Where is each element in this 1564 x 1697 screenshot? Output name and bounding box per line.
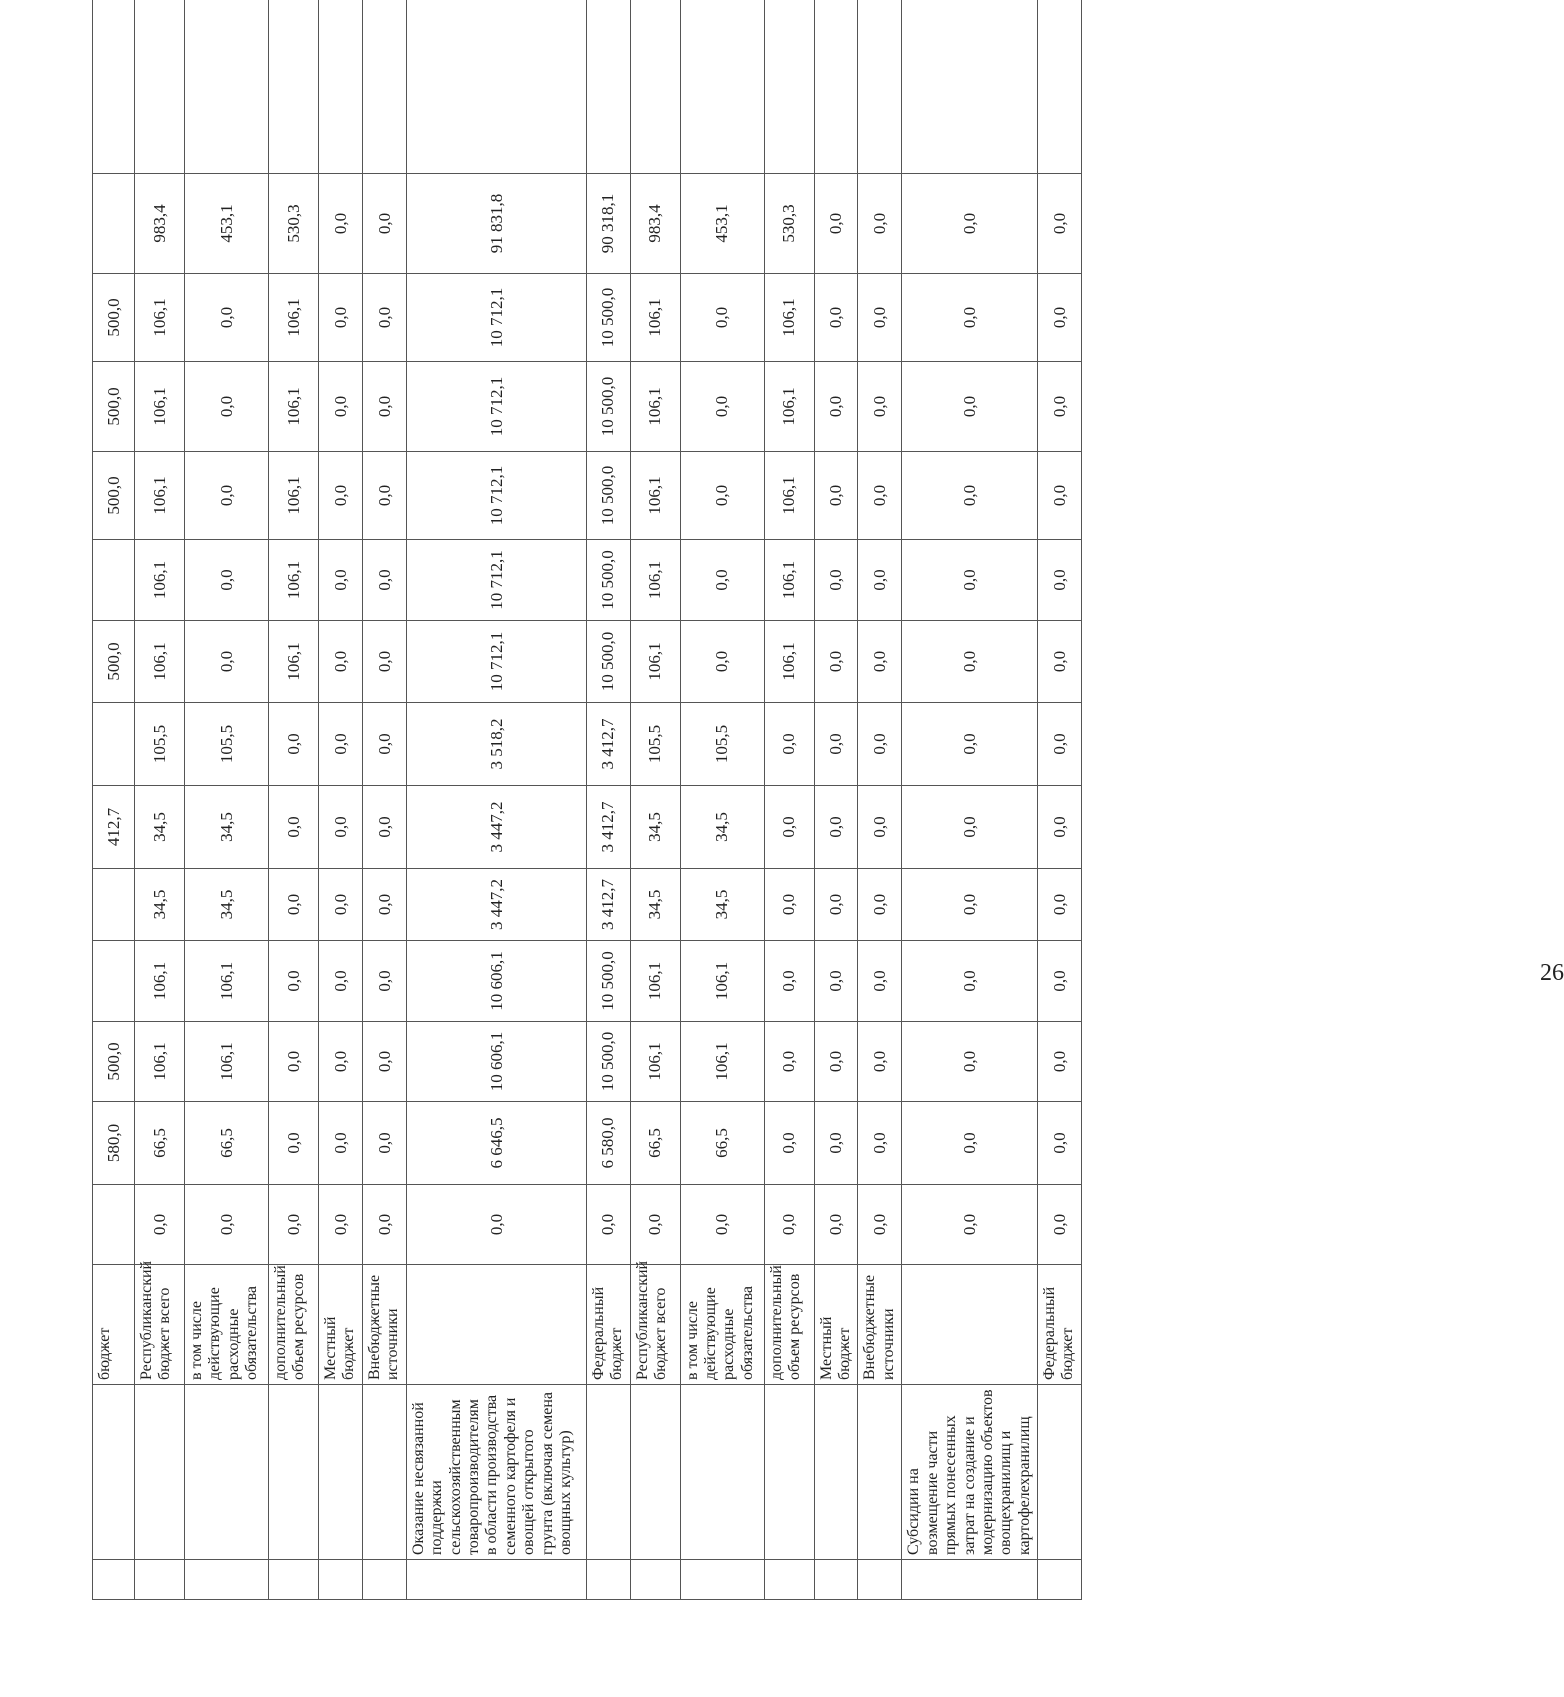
empty-cell: [586, 0, 630, 174]
empty-cell: [135, 0, 185, 174]
value-cell: 10 712,1: [406, 540, 586, 621]
value-cell: 453,1: [680, 174, 764, 274]
value-cell: 0,0: [814, 274, 858, 362]
activity-description-cell: Оказание несвязанной поддержки сельскохозяйственным товаропроизводителям в области производства семенного картофеля и овощей открытого грунта (включая семена овощных культур): [406, 1385, 586, 1560]
value-cell: 0,0: [902, 540, 1038, 621]
value-cell: 34,5: [135, 869, 185, 941]
value-cell: 0,0: [680, 362, 764, 452]
value-cell: 0,0: [858, 869, 902, 941]
value-cell: 0,0: [902, 786, 1038, 869]
table-row: [1038, 0, 1082, 1600]
value-cell: 34,5: [185, 786, 269, 869]
value-cell: 0,0: [764, 1185, 814, 1265]
value-cell: 106,1: [135, 274, 185, 362]
value-cell: 0,0: [902, 452, 1038, 540]
table-row: [858, 0, 902, 1600]
value-cell: 983,4: [630, 174, 680, 274]
value-cell: 0,0: [185, 1185, 269, 1265]
value-cell: 0,0: [814, 1102, 858, 1185]
value-cell: 106,1: [764, 540, 814, 621]
table-row: [185, 0, 269, 1600]
value-cell: 10 500,0: [586, 941, 630, 1022]
value-cell: 0,0: [1038, 540, 1082, 621]
value-cell: 66,5: [185, 1102, 269, 1185]
funding-source-cell: бюджет: [93, 1265, 135, 1385]
value-cell: 0,0: [1038, 452, 1082, 540]
value-cell: 0,0: [902, 1022, 1038, 1102]
value-cell: 412,7: [93, 786, 135, 869]
value-cell: 0,0: [1038, 1102, 1082, 1185]
value-cell: 0,0: [680, 1185, 764, 1265]
table-row: [406, 0, 586, 1600]
activity-description-cell: [814, 1385, 858, 1560]
value-cell: 91 831,8: [406, 174, 586, 274]
value-cell: 0,0: [858, 540, 902, 621]
value-cell: 0,0: [362, 1022, 406, 1102]
value-cell: 0,0: [814, 540, 858, 621]
value-cell: 0,0: [362, 869, 406, 941]
value-cell: 0,0: [858, 703, 902, 786]
value-cell: 34,5: [185, 869, 269, 941]
value-cell: 106,1: [764, 274, 814, 362]
value-cell: 3 412,7: [586, 786, 630, 869]
funding-source-cell: [406, 1265, 586, 1385]
row-index-cell: [319, 1560, 363, 1600]
value-cell: 0,0: [680, 274, 764, 362]
activity-description-cell: [1038, 1385, 1082, 1560]
value-cell: 0,0: [362, 540, 406, 621]
value-cell: 0,0: [185, 274, 269, 362]
value-cell: 90 318,1: [586, 174, 630, 274]
value-cell: 106,1: [630, 452, 680, 540]
value-cell: 0,0: [319, 362, 363, 452]
empty-cell: [93, 0, 135, 174]
value-cell: [93, 703, 135, 786]
value-cell: 10 500,0: [586, 540, 630, 621]
value-cell: 0,0: [319, 1185, 363, 1265]
value-cell: 34,5: [630, 786, 680, 869]
value-cell: 0,0: [319, 1102, 363, 1185]
value-cell: 0,0: [858, 1185, 902, 1265]
value-cell: 0,0: [902, 703, 1038, 786]
value-cell: 0,0: [902, 1102, 1038, 1185]
value-cell: 3 447,2: [406, 786, 586, 869]
table-row: [902, 0, 1038, 1600]
value-cell: 106,1: [630, 362, 680, 452]
value-cell: 0,0: [680, 540, 764, 621]
value-cell: 0,0: [269, 1022, 319, 1102]
value-cell: 0,0: [814, 362, 858, 452]
table-row: [586, 0, 630, 1600]
value-cell: 0,0: [902, 274, 1038, 362]
value-cell: 0,0: [185, 621, 269, 703]
value-cell: 0,0: [764, 869, 814, 941]
value-cell: 3 447,2: [406, 869, 586, 941]
funding-source-cell: Местный бюджет: [814, 1265, 858, 1385]
value-cell: 0,0: [630, 1185, 680, 1265]
empty-cell: [902, 0, 1038, 174]
value-cell: 0,0: [406, 1185, 586, 1265]
value-cell: 66,5: [135, 1102, 185, 1185]
value-cell: 106,1: [630, 1022, 680, 1102]
value-cell: 66,5: [680, 1102, 764, 1185]
row-index-cell: [586, 1560, 630, 1600]
value-cell: 0,0: [362, 941, 406, 1022]
value-cell: 0,0: [764, 703, 814, 786]
value-cell: 10 712,1: [406, 452, 586, 540]
rotated-page: [92, 40, 1092, 1600]
value-cell: 0,0: [269, 1185, 319, 1265]
value-cell: 0,0: [319, 621, 363, 703]
value-cell: 0,0: [858, 621, 902, 703]
value-cell: 0,0: [362, 786, 406, 869]
activity-description-cell: [362, 1385, 406, 1560]
value-cell: 0,0: [764, 1022, 814, 1102]
value-cell: [93, 174, 135, 274]
value-cell: [93, 869, 135, 941]
value-cell: 0,0: [269, 941, 319, 1022]
row-index-cell: [362, 1560, 406, 1600]
row-index-cell: [902, 1560, 1038, 1600]
value-cell: 106,1: [630, 274, 680, 362]
value-cell: 0,0: [319, 274, 363, 362]
value-cell: 0,0: [902, 174, 1038, 274]
value-cell: 0,0: [319, 869, 363, 941]
value-cell: 10 500,0: [586, 452, 630, 540]
empty-cell: [362, 0, 406, 174]
value-cell: 0,0: [185, 540, 269, 621]
value-cell: 0,0: [814, 869, 858, 941]
value-cell: 3 412,7: [586, 703, 630, 786]
empty-cell: [1038, 0, 1082, 174]
activity-description-cell: [586, 1385, 630, 1560]
value-cell: 10 500,0: [586, 1022, 630, 1102]
value-cell: 0,0: [362, 1102, 406, 1185]
value-cell: 106,1: [680, 941, 764, 1022]
value-cell: [93, 1185, 135, 1265]
value-cell: 0,0: [858, 786, 902, 869]
funding-source-cell: Республиканский бюджет всего: [135, 1265, 185, 1385]
value-cell: 106,1: [135, 621, 185, 703]
empty-cell: [814, 0, 858, 174]
value-cell: 0,0: [902, 1185, 1038, 1265]
value-cell: 106,1: [764, 452, 814, 540]
funding-source-cell: дополнительный объем ресурсов: [764, 1265, 814, 1385]
empty-cell: [858, 0, 902, 174]
table-row: [269, 0, 319, 1600]
value-cell: 0,0: [135, 1185, 185, 1265]
value-cell: 105,5: [680, 703, 764, 786]
value-cell: 983,4: [135, 174, 185, 274]
value-cell: 106,1: [135, 941, 185, 1022]
value-cell: 0,0: [319, 540, 363, 621]
value-cell: 106,1: [269, 452, 319, 540]
value-cell: 0,0: [319, 452, 363, 540]
value-cell: 0,0: [1038, 1022, 1082, 1102]
value-cell: 106,1: [764, 362, 814, 452]
value-cell: 0,0: [814, 786, 858, 869]
activity-description-cell: [135, 1385, 185, 1560]
value-cell: 0,0: [269, 869, 319, 941]
row-index-cell: [93, 1560, 135, 1600]
value-cell: 106,1: [185, 941, 269, 1022]
empty-cell: [764, 0, 814, 174]
row-index-cell: [814, 1560, 858, 1600]
value-cell: 10 712,1: [406, 274, 586, 362]
empty-cell: [406, 0, 586, 174]
value-cell: 105,5: [185, 703, 269, 786]
table-row: [814, 0, 858, 1600]
activity-description-cell: [630, 1385, 680, 1560]
value-cell: 0,0: [362, 621, 406, 703]
value-cell: 453,1: [185, 174, 269, 274]
row-index-cell: [269, 1560, 319, 1600]
row-index-cell: [135, 1560, 185, 1600]
value-cell: 106,1: [269, 362, 319, 452]
value-cell: 530,3: [764, 174, 814, 274]
funding-source-cell: Республиканский бюджет всего: [630, 1265, 680, 1385]
empty-cell: [680, 0, 764, 174]
value-cell: 66,5: [630, 1102, 680, 1185]
funding-source-cell: [902, 1265, 1038, 1385]
value-cell: 0,0: [1038, 786, 1082, 869]
value-cell: 0,0: [902, 362, 1038, 452]
activity-description-cell: [680, 1385, 764, 1560]
value-cell: 106,1: [764, 621, 814, 703]
value-cell: 0,0: [814, 621, 858, 703]
activity-description-cell: [185, 1385, 269, 1560]
value-cell: 0,0: [764, 941, 814, 1022]
row-index-cell: [680, 1560, 764, 1600]
value-cell: 0,0: [1038, 362, 1082, 452]
activity-description-cell: [319, 1385, 363, 1560]
value-cell: [93, 941, 135, 1022]
value-cell: 10 606,1: [406, 941, 586, 1022]
value-cell: 3 412,7: [586, 869, 630, 941]
value-cell: 0,0: [764, 1102, 814, 1185]
value-cell: 10 606,1: [406, 1022, 586, 1102]
row-index-cell: [858, 1560, 902, 1600]
value-cell: 0,0: [362, 703, 406, 786]
activity-description-cell: [93, 1385, 135, 1560]
value-cell: 106,1: [135, 1022, 185, 1102]
funding-source-cell: в том числе действующие расходные обязательства: [680, 1265, 764, 1385]
table-row: [93, 0, 135, 1600]
value-cell: 0,0: [858, 941, 902, 1022]
table-row: [362, 0, 406, 1600]
value-cell: 0,0: [1038, 941, 1082, 1022]
value-cell: 0,0: [362, 174, 406, 274]
value-cell: 0,0: [902, 941, 1038, 1022]
value-cell: 106,1: [269, 274, 319, 362]
value-cell: 0,0: [319, 941, 363, 1022]
value-cell: 0,0: [362, 274, 406, 362]
value-cell: 0,0: [814, 1022, 858, 1102]
value-cell: 6 580,0: [586, 1102, 630, 1185]
value-cell: 10 500,0: [586, 362, 630, 452]
value-cell: [93, 540, 135, 621]
value-cell: 0,0: [858, 174, 902, 274]
activity-description-cell: [858, 1385, 902, 1560]
value-cell: 10 500,0: [586, 621, 630, 703]
value-cell: 106,1: [185, 1022, 269, 1102]
value-cell: 10 712,1: [406, 362, 586, 452]
value-cell: 34,5: [680, 786, 764, 869]
value-cell: 0,0: [764, 786, 814, 869]
value-cell: 34,5: [630, 869, 680, 941]
row-index-cell: [764, 1560, 814, 1600]
value-cell: 0,0: [362, 452, 406, 540]
value-cell: 0,0: [902, 621, 1038, 703]
value-cell: 0,0: [858, 1022, 902, 1102]
value-cell: 105,5: [135, 703, 185, 786]
value-cell: 105,5: [630, 703, 680, 786]
funding-source-cell: Внебюджетные источники: [362, 1265, 406, 1385]
value-cell: 0,0: [1038, 869, 1082, 941]
value-cell: 3 518,2: [406, 703, 586, 786]
value-cell: 0,0: [319, 703, 363, 786]
value-cell: 0,0: [362, 362, 406, 452]
table-row: [135, 0, 185, 1600]
value-cell: 106,1: [630, 621, 680, 703]
value-cell: 0,0: [814, 1185, 858, 1265]
budget-table: [92, 0, 1082, 1600]
value-cell: 0,0: [902, 869, 1038, 941]
value-cell: 500,0: [93, 1022, 135, 1102]
value-cell: 0,0: [858, 362, 902, 452]
funding-source-cell: Федеральный бюджет: [1038, 1265, 1082, 1385]
funding-source-cell: Федеральный бюджет: [586, 1265, 630, 1385]
funding-source-cell: Внебюджетные источники: [858, 1265, 902, 1385]
funding-source-cell: дополнительный объем ресурсов: [269, 1265, 319, 1385]
value-cell: 106,1: [135, 362, 185, 452]
value-cell: 106,1: [680, 1022, 764, 1102]
value-cell: 0,0: [269, 786, 319, 869]
value-cell: 500,0: [93, 621, 135, 703]
value-cell: 106,1: [135, 452, 185, 540]
funding-source-cell: Местный бюджет: [319, 1265, 363, 1385]
value-cell: 0,0: [1038, 174, 1082, 274]
value-cell: 106,1: [630, 540, 680, 621]
value-cell: 10 500,0: [586, 274, 630, 362]
value-cell: 106,1: [630, 941, 680, 1022]
page-number: 26: [1540, 960, 1564, 986]
value-cell: 0,0: [269, 1102, 319, 1185]
activity-description-cell: [764, 1385, 814, 1560]
value-cell: 0,0: [814, 174, 858, 274]
empty-cell: [630, 0, 680, 174]
value-cell: 106,1: [135, 540, 185, 621]
value-cell: 0,0: [680, 452, 764, 540]
value-cell: 580,0: [93, 1102, 135, 1185]
row-index-cell: [1038, 1560, 1082, 1600]
value-cell: 0,0: [185, 362, 269, 452]
value-cell: 0,0: [1038, 621, 1082, 703]
value-cell: 6 646,5: [406, 1102, 586, 1185]
value-cell: 0,0: [185, 452, 269, 540]
value-cell: 0,0: [319, 174, 363, 274]
activity-description-cell: Субсидии на возмещение части прямых понесенных затрат на создание и модернизацию объектов овощехранилищ и картофелехранилищ: [902, 1385, 1038, 1560]
value-cell: 530,3: [269, 174, 319, 274]
activity-description-cell: [269, 1385, 319, 1560]
table-row: [630, 0, 680, 1600]
value-cell: 0,0: [680, 621, 764, 703]
value-cell: 0,0: [586, 1185, 630, 1265]
value-cell: 34,5: [135, 786, 185, 869]
value-cell: 0,0: [814, 703, 858, 786]
value-cell: 500,0: [93, 274, 135, 362]
funding-source-cell: в том числе действующие расходные обязательства: [185, 1265, 269, 1385]
value-cell: 0,0: [269, 703, 319, 786]
value-cell: 0,0: [1038, 703, 1082, 786]
value-cell: 10 712,1: [406, 621, 586, 703]
empty-cell: [319, 0, 363, 174]
value-cell: 0,0: [858, 452, 902, 540]
empty-cell: [185, 0, 269, 174]
value-cell: 0,0: [319, 786, 363, 869]
value-cell: 0,0: [1038, 274, 1082, 362]
value-cell: 106,1: [269, 540, 319, 621]
empty-cell: [269, 0, 319, 174]
table-row: [764, 0, 814, 1600]
value-cell: 0,0: [362, 1185, 406, 1265]
value-cell: 0,0: [1038, 1185, 1082, 1265]
row-index-cell: [630, 1560, 680, 1600]
value-cell: 0,0: [814, 452, 858, 540]
value-cell: 34,5: [680, 869, 764, 941]
value-cell: 0,0: [814, 941, 858, 1022]
value-cell: 500,0: [93, 362, 135, 452]
table-row: [319, 0, 363, 1600]
row-index-cell: [406, 1560, 586, 1600]
value-cell: 106,1: [269, 621, 319, 703]
table-row: [680, 0, 764, 1600]
row-index-cell: [185, 1560, 269, 1600]
value-cell: 0,0: [858, 274, 902, 362]
value-cell: 500,0: [93, 452, 135, 540]
value-cell: 0,0: [858, 1102, 902, 1185]
value-cell: 0,0: [319, 1022, 363, 1102]
